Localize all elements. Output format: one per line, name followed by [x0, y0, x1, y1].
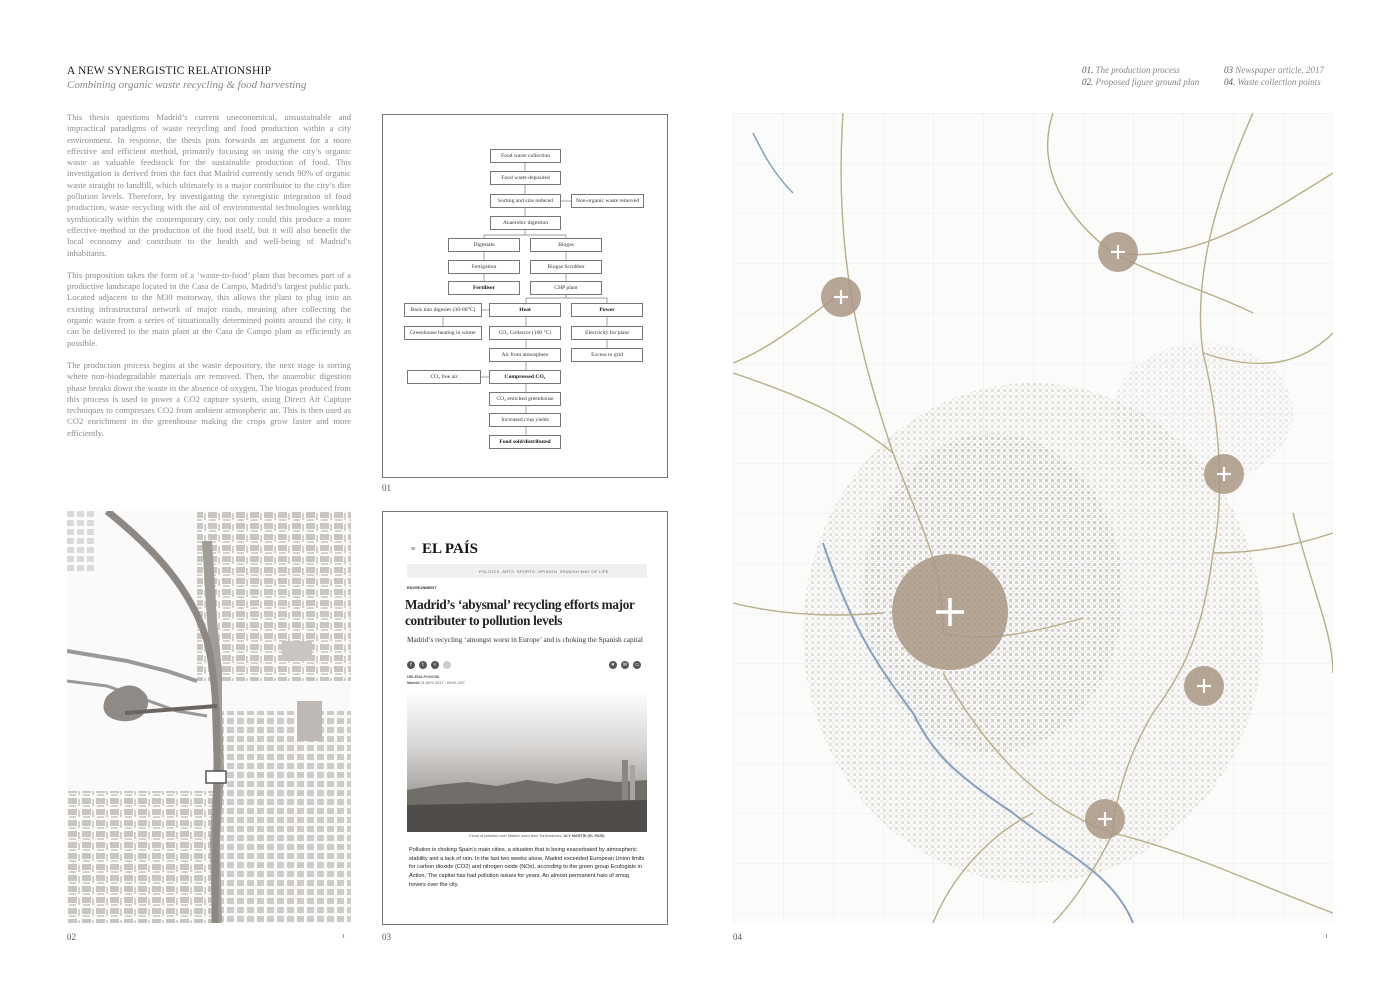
legend-item: 02. Proposed figure ground plan [1082, 76, 1200, 87]
section-label: ENVIRONMENT [407, 585, 437, 590]
flow-box: Digestate [448, 238, 520, 252]
flow-box: Electricity for plant [571, 326, 643, 340]
paragraph: This thesis questions Madrid’s current uneconomical, unsustainable and impractical paradigms of waste recycling and food production within a city environment. In response, the thesis puts forwards an argument for a more effective and efficient method, primarily focusing on using the city’s organic waste as valuable feedstock for the sustainable production of food. This investigation is derived from the fact that Madrid currently sends 90% of organic waste straight to landfill, which ultimately is a major contributor to the city’s dire pollution levels. Therefore, by investigating the synergistic integration of food production, waste recycling with the aid of environmental technologies working symbiotically within the contemporary city, not only could this produce a more effective method in the production of the food itself, but it will also benefit the local economy and contribute to the health and well-being of Madrid’s inhabitants. [67, 112, 351, 258]
flow-box: Compressed CO₂ [489, 370, 561, 384]
flow-box: Air from atmosphere [489, 348, 561, 362]
menu-item[interactable]: OPINION [537, 569, 557, 574]
flow-box: Heat [489, 303, 561, 317]
legend-column-1 [1082, 65, 1199, 88]
page-marker: 1 [342, 934, 345, 940]
page-marker: 1 [1325, 934, 1328, 940]
location: Madrid [407, 681, 420, 685]
figure-ground-svg [67, 511, 351, 923]
newspaper-logo: EL PAÍS [422, 541, 478, 557]
flow-box: Greenhouse heating in winter [404, 326, 482, 340]
paragraph: This proposition takes the form of a ‘waste-to-food’ plant that becomes part of a productive landscape located in the Casa de Campo, Madrid’s largest public park. Located adjacent to the M30 motorway, this allows the plant to plug into an existing infrastructural network of major roads, meaning after collecting the organic waste from a series of situationally determined points around the city, it can be delivered to the main plant at the Casa de Campo plant as efficiently as possible. [67, 269, 351, 348]
legend-item: 04. Waste collection points [1224, 76, 1321, 87]
page-title: A NEW SYNERGISTIC RELATIONSHIP [67, 65, 272, 77]
heart-icon[interactable]: ♥ [609, 661, 617, 669]
newspaper-menu [407, 564, 647, 578]
flow-box: Back into digester (30-80°C) [404, 303, 482, 317]
flow-box: Increased crop yields [489, 413, 561, 427]
comment-icon[interactable]: · [443, 661, 451, 669]
flow-box: Non-organic waste removed [571, 194, 644, 208]
article-body: Pollution is choking Spain’s main cities, a situation that is being exacerbated by atmospheric stability and a lack of rain. In the last two weeks alone, Madrid exceeded European Union limits for carbon dioxide (CO2) and nitrogen oxide (NOx), according to the green group Ecologists in Action. The capital has had pollution issues for years. An almost permanent halo of smog hovers over the city. [409, 847, 645, 888]
share-icons [407, 653, 451, 671]
legend-column-2 [1224, 65, 1324, 88]
paragraph: The production process begins at the waste depository, the next stage is sorting where non-biodegradable materials are removed. Then, the anaerobic digestion phase breaks down the waste in the absence of oxygen. The biogas produced from this process is used to power a CO2 capture system, using Direct Air Capture techniques to compresses CO2 from ambient atmospheric air. This is then used as CO2 enrichment in the greenhouse making the crops grow faster and more efficiently. [67, 359, 351, 438]
page-subtitle: Combining organic waste recycling & food harvesting [67, 79, 307, 91]
flow-box: Power [571, 303, 643, 317]
flow-box: CO₂ enriched greenhouse [489, 392, 561, 406]
flow-box: Biogas [530, 238, 602, 252]
thesis-text [67, 112, 351, 450]
flow-box: Excess to grid [571, 348, 643, 362]
menu-item[interactable]: SPANISH WAY OF LIFE [559, 569, 609, 574]
figure-label-02: 02 [67, 932, 76, 942]
article-headline: Madrid’s ‘abysmal’ recycling efforts major contributer to pollution levels [405, 597, 635, 628]
menu-item[interactable]: POLITICS [479, 569, 500, 574]
figure-ground-plan [67, 511, 351, 923]
flow-box: Food sold/distributed [489, 435, 561, 449]
photo-credit: ULY MARTÍN (EL PAÍS) [563, 834, 605, 838]
plus-markers [733, 113, 1333, 923]
flow-box: Fertigation [448, 260, 520, 274]
flow-box: Sorting and size reduced [490, 194, 561, 208]
flow-box: Food waste deposited [490, 171, 561, 185]
flow-box: Food waste collection [490, 149, 561, 163]
menu-item[interactable]: ARTS [502, 569, 515, 574]
print-icon[interactable]: ▭ [634, 662, 640, 668]
twitter-icon[interactable]: t [419, 661, 427, 669]
share-icon[interactable]: < [431, 661, 439, 669]
date: 21 NOV 2017 - 09:00 CET [420, 681, 466, 685]
photo-caption: Cloud of pollution over Madrid, seen from Torrelodones. [469, 834, 563, 838]
figure-label-01: 01 [382, 483, 391, 493]
article-photo [407, 690, 647, 832]
legend-item: 01. The production process [1082, 65, 1180, 75]
flow-box: Biogas Scrubber [530, 260, 602, 274]
flowchart-frame [382, 114, 668, 478]
flow-box: CHP plant [530, 281, 602, 295]
facebook-icon[interactable]: f [407, 661, 415, 669]
flow-box: CO₂ free air [407, 370, 481, 384]
action-icons [609, 653, 641, 671]
legend-item: 03 Newspaper article, 2017 [1224, 65, 1324, 75]
menu-icon: ≡ [411, 544, 416, 553]
flow-box: Fertiliser [448, 281, 520, 295]
menu-item[interactable]: SPORTS [516, 569, 536, 574]
newspaper-frame [382, 511, 668, 925]
article-subheadline: Madrid’s recycling ‘amongst worst in Europe’ and is choking the Spanish capital [407, 635, 643, 644]
flow-box: Anaerobic digestion [490, 216, 561, 230]
city-skyline-image [407, 690, 647, 832]
figure-label-03: 03 [382, 932, 391, 942]
figure-label-04: 04 [733, 932, 742, 942]
flow-box: CO₂ Collector (100 °C) [489, 326, 561, 340]
author: HELENA PONCINI [407, 675, 440, 679]
waste-collection-map [733, 113, 1333, 923]
mail-icon[interactable]: ✉ [622, 662, 628, 668]
